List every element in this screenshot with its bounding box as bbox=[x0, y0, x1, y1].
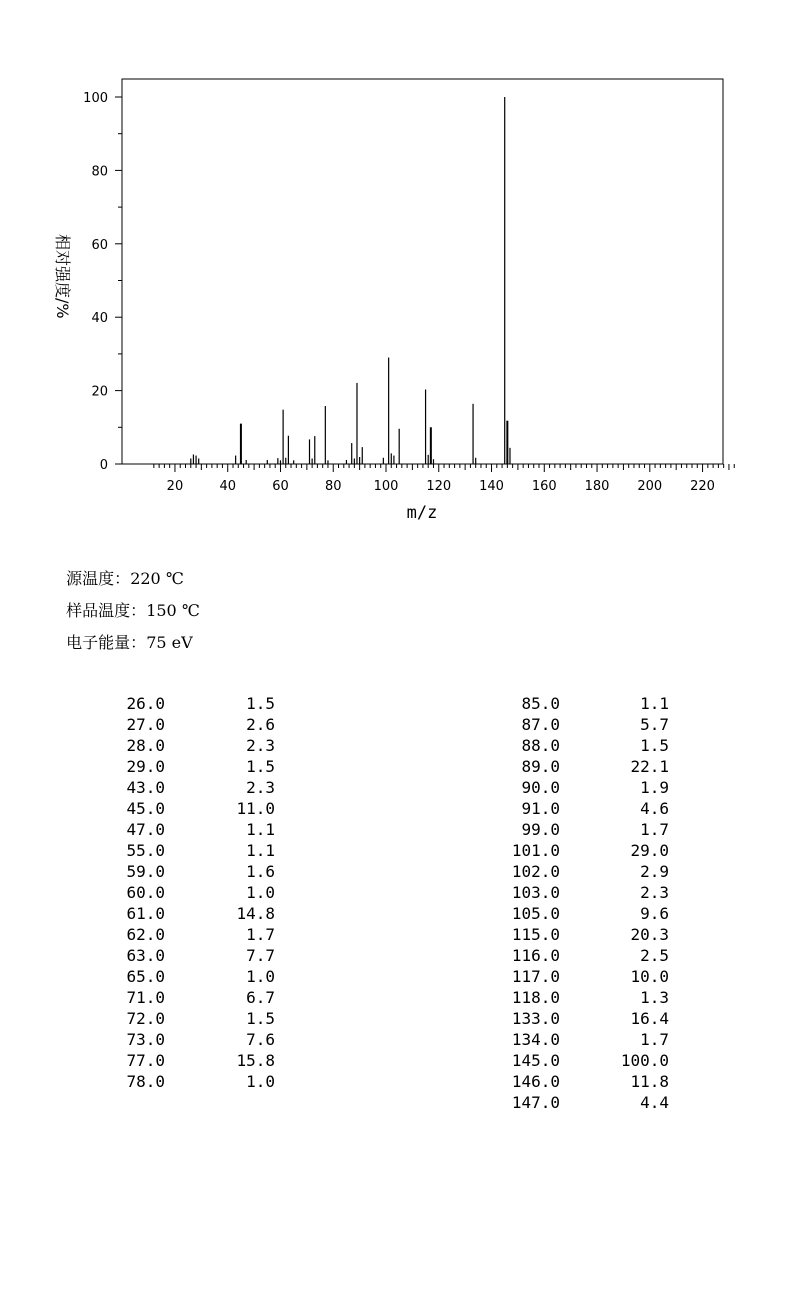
electron-energy-value: 75 eV bbox=[146, 633, 193, 652]
y-tick-label: 20 bbox=[91, 384, 108, 400]
peak-intensity: 11.0 bbox=[236, 799, 275, 818]
peak-intensity: 1.0 bbox=[246, 967, 275, 986]
peak-intensity: 1.0 bbox=[246, 1072, 275, 1091]
peak-mz: 103.0 bbox=[511, 883, 560, 902]
x-tick-label: 200 bbox=[637, 479, 663, 494]
peak-mz: 99.0 bbox=[521, 820, 560, 839]
peak-mz: 72.0 bbox=[126, 1009, 165, 1028]
source-temperature-value: 220 ℃ bbox=[130, 569, 184, 588]
peak-mz: 116.0 bbox=[511, 946, 560, 965]
y-tick-label: 0 bbox=[99, 458, 108, 473]
peak-intensity: 1.5 bbox=[246, 694, 275, 713]
peak-row bbox=[0, 861, 400, 882]
peak-table-right bbox=[400, 693, 794, 1113]
electron-energy-label: 电子能量： bbox=[66, 633, 147, 652]
peak-mz: 63.0 bbox=[126, 946, 165, 965]
x-tick-label: 180 bbox=[584, 479, 610, 494]
peak-row bbox=[0, 819, 400, 840]
electron-energy bbox=[56, 611, 193, 653]
peak-row bbox=[400, 777, 794, 798]
peak-mz: 78.0 bbox=[126, 1072, 165, 1091]
peak-row bbox=[400, 1050, 794, 1071]
y-axis-label: 相对强度/% bbox=[53, 234, 72, 319]
peak-mz: 105.0 bbox=[511, 904, 560, 923]
peak-intensity: 1.5 bbox=[640, 736, 669, 755]
peak-row bbox=[400, 861, 794, 882]
peak-mz: 91.0 bbox=[521, 799, 560, 818]
peak-mz: 85.0 bbox=[521, 694, 560, 713]
peak-table-left bbox=[0, 693, 400, 1092]
peak-row bbox=[0, 1050, 400, 1071]
peak-intensity: 1.6 bbox=[246, 862, 275, 881]
peak-intensity: 6.7 bbox=[246, 988, 275, 1007]
peak-row bbox=[400, 882, 794, 903]
peak-row bbox=[0, 693, 400, 714]
x-tick-label: 140 bbox=[479, 479, 504, 494]
x-tick-label: 120 bbox=[426, 479, 452, 494]
peak-mz: 59.0 bbox=[126, 862, 165, 881]
peak-intensity: 2.6 bbox=[246, 715, 275, 734]
peak-intensity: 7.7 bbox=[246, 946, 275, 965]
peak-mz: 55.0 bbox=[126, 841, 165, 860]
peak-intensity: 1.1 bbox=[246, 820, 275, 839]
mass-spectrum-chart bbox=[0, 0, 794, 540]
x-axis-label: m/z bbox=[406, 503, 438, 523]
peak-mz: 134.0 bbox=[511, 1030, 560, 1049]
peak-row bbox=[400, 987, 794, 1008]
peak-row bbox=[0, 987, 400, 1008]
peak-row bbox=[400, 735, 794, 756]
sample-temperature-label: 样品温度： bbox=[66, 601, 147, 620]
peak-row bbox=[0, 756, 400, 777]
peak-row bbox=[0, 735, 400, 756]
peak-intensity: 4.4 bbox=[640, 1093, 669, 1112]
peak-intensity: 15.8 bbox=[236, 1051, 275, 1070]
peak-intensity: 7.6 bbox=[246, 1030, 275, 1049]
peak-mz: 145.0 bbox=[511, 1051, 560, 1070]
peak-intensity: 1.1 bbox=[640, 694, 669, 713]
x-tick-label: 40 bbox=[219, 479, 236, 494]
peak-mz: 147.0 bbox=[511, 1093, 560, 1112]
peak-intensity: 29.0 bbox=[630, 841, 669, 860]
peak-mz: 77.0 bbox=[126, 1051, 165, 1070]
plot-frame bbox=[122, 79, 723, 464]
y-tick-label: 40 bbox=[91, 311, 108, 327]
peak-mz: 71.0 bbox=[126, 988, 165, 1007]
peak-mz: 62.0 bbox=[126, 925, 165, 944]
peak-row bbox=[400, 693, 794, 714]
peak-mz: 90.0 bbox=[521, 778, 560, 797]
peak-mz: 61.0 bbox=[126, 904, 165, 923]
peak-mz: 146.0 bbox=[511, 1072, 560, 1091]
peak-mz: 118.0 bbox=[511, 988, 560, 1007]
peak-row bbox=[400, 903, 794, 924]
y-axis-ticks bbox=[83, 91, 122, 473]
y-tick-label: 80 bbox=[91, 164, 108, 180]
x-tick-label: 160 bbox=[531, 479, 557, 494]
peak-row bbox=[400, 1029, 794, 1050]
peak-intensity: 5.7 bbox=[640, 715, 669, 734]
peak-row bbox=[0, 945, 400, 966]
peak-mz: 60.0 bbox=[126, 883, 165, 902]
peak-mz: 73.0 bbox=[126, 1030, 165, 1049]
peak-row bbox=[400, 924, 794, 945]
peak-row bbox=[400, 756, 794, 777]
peak-row bbox=[0, 798, 400, 819]
x-tick-label: 20 bbox=[166, 479, 184, 494]
peak-intensity: 11.8 bbox=[630, 1072, 669, 1091]
peak-mz: 47.0 bbox=[126, 820, 165, 839]
peak-row bbox=[0, 882, 400, 903]
peak-mz: 45.0 bbox=[126, 799, 165, 818]
peak-intensity: 1.5 bbox=[246, 757, 275, 776]
peak-mz: 29.0 bbox=[126, 757, 165, 776]
x-tick-label: 220 bbox=[690, 479, 715, 494]
peak-intensity: 20.3 bbox=[630, 925, 669, 944]
y-tick-label: 60 bbox=[91, 237, 108, 253]
peak-row bbox=[0, 714, 400, 735]
peak-intensity: 1.1 bbox=[246, 841, 275, 860]
peak-mz: 115.0 bbox=[511, 925, 560, 944]
peak-row bbox=[400, 945, 794, 966]
peak-intensity: 1.0 bbox=[246, 883, 275, 902]
x-tick-label: 80 bbox=[324, 479, 342, 494]
peak-intensity: 10.0 bbox=[630, 967, 669, 986]
peak-intensity: 100.0 bbox=[620, 1051, 669, 1070]
peak-row bbox=[0, 1008, 400, 1029]
peak-intensity: 1.7 bbox=[640, 820, 669, 839]
peak-mz: 26.0 bbox=[126, 694, 165, 713]
peak-intensity: 22.1 bbox=[630, 757, 669, 776]
peak-intensity: 1.5 bbox=[246, 1009, 275, 1028]
peak-mz: 88.0 bbox=[521, 736, 560, 755]
x-axis-ticks bbox=[154, 464, 734, 494]
peak-row bbox=[0, 924, 400, 945]
peak-row bbox=[400, 819, 794, 840]
peak-intensity: 16.4 bbox=[630, 1009, 669, 1028]
x-tick-label: 60 bbox=[272, 479, 289, 494]
peak-intensity: 14.8 bbox=[236, 904, 275, 923]
peak-intensity: 1.9 bbox=[640, 778, 669, 797]
peak-intensity: 1.3 bbox=[640, 988, 669, 1007]
peak-row bbox=[0, 903, 400, 924]
peak-mz: 133.0 bbox=[511, 1009, 560, 1028]
peak-mz: 28.0 bbox=[126, 736, 165, 755]
peak-mz: 89.0 bbox=[521, 757, 560, 776]
peak-intensity: 2.9 bbox=[640, 862, 669, 881]
peak-mz: 117.0 bbox=[511, 967, 560, 986]
peak-row bbox=[400, 840, 794, 861]
peak-row bbox=[0, 1071, 400, 1092]
peak-row bbox=[400, 798, 794, 819]
peak-intensity: 1.7 bbox=[246, 925, 275, 944]
peak-intensity: 1.7 bbox=[640, 1030, 669, 1049]
spectrum-peaks bbox=[191, 97, 510, 464]
peak-row bbox=[0, 777, 400, 798]
peak-mz: 101.0 bbox=[511, 841, 560, 860]
peak-row bbox=[0, 966, 400, 987]
peak-intensity: 2.5 bbox=[640, 946, 669, 965]
peak-row bbox=[400, 1008, 794, 1029]
peak-intensity: 2.3 bbox=[246, 736, 275, 755]
peak-mz: 102.0 bbox=[511, 862, 560, 881]
peak-mz: 43.0 bbox=[126, 778, 165, 797]
peak-mz: 65.0 bbox=[126, 967, 165, 986]
peak-mz: 27.0 bbox=[126, 715, 165, 734]
peak-intensity: 2.3 bbox=[246, 778, 275, 797]
peak-row bbox=[400, 1092, 794, 1113]
x-tick-label: 100 bbox=[373, 479, 399, 494]
peak-row bbox=[0, 1029, 400, 1050]
peak-row bbox=[400, 1071, 794, 1092]
peak-mz: 87.0 bbox=[521, 715, 560, 734]
peak-row bbox=[400, 714, 794, 735]
peak-intensity: 4.6 bbox=[640, 799, 669, 818]
y-tick-label: 100 bbox=[83, 91, 108, 106]
peak-row bbox=[400, 966, 794, 987]
peak-intensity: 9.6 bbox=[640, 904, 669, 923]
source-temperature-label: 源温度： bbox=[66, 569, 131, 588]
peak-intensity: 2.3 bbox=[640, 883, 669, 902]
peak-row bbox=[0, 840, 400, 861]
sample-temperature-value: 150 ℃ bbox=[146, 601, 200, 620]
